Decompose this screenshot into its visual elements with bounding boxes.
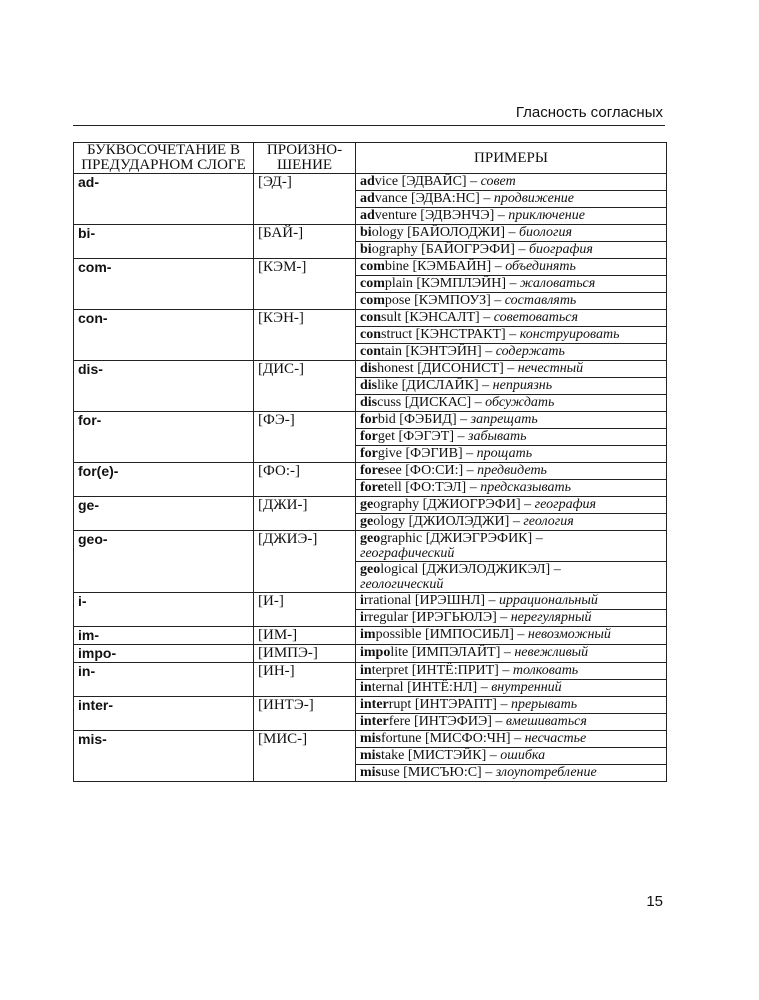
example-stem: i	[360, 593, 364, 608]
example-stem: fore	[360, 463, 384, 478]
example-cell	[356, 242, 667, 259]
example-word-rest: ternal	[371, 680, 404, 695]
table-row	[74, 310, 667, 327]
prefix-cell: dis-	[74, 361, 254, 412]
example-transcription: [ИРЭГЬЮЛЭ]	[411, 610, 497, 625]
pronunciation-cell: [ДИС-]	[254, 361, 356, 412]
example-cell	[356, 714, 667, 731]
example-transcription: [ФЭГЭТ]	[398, 429, 455, 444]
example-meaning: толковать	[512, 663, 579, 678]
pronunciation-cell: [ЭД-]	[254, 174, 356, 225]
example-meaning: геологический	[360, 577, 444, 592]
example-cell	[356, 627, 667, 645]
example-meaning: жаловаться	[519, 276, 596, 291]
example-meaning: конструировать	[519, 327, 620, 342]
example-dash: –	[479, 191, 494, 206]
example-word-rest: like	[377, 378, 399, 393]
example-cell	[356, 276, 667, 293]
example-word-rest: ology	[371, 225, 404, 240]
example-word-rest: lite	[390, 645, 409, 660]
page-number: 15	[646, 893, 663, 910]
example-cell	[356, 748, 667, 765]
table-row	[74, 645, 667, 663]
example-dash: –	[478, 378, 493, 393]
example-stem: for	[360, 429, 378, 444]
example-transcription: [БАЙОЛОДЖИ]	[407, 225, 506, 240]
example-cell	[356, 191, 667, 208]
pronunciation-cell: [МИС-]	[254, 731, 356, 782]
example-transcription: [ФЭГИВ]	[405, 446, 463, 461]
example-meaning: внутренний	[491, 680, 562, 695]
example-dash: –	[481, 765, 496, 780]
example-word-rest: struct	[381, 327, 413, 342]
example-cell	[356, 663, 667, 680]
example-dash: –	[520, 497, 535, 512]
pronunciation-cell: [ИМПЭ-]	[254, 645, 356, 663]
example-transcription: [ДЖИЭЛОДЖИКЭЛ]	[421, 562, 551, 577]
prefix-pronunciation-table	[73, 142, 667, 782]
pronunciation-cell: [КЭМ-]	[254, 259, 356, 310]
example-word-rest: bid	[377, 412, 396, 427]
table-row	[74, 225, 667, 242]
example-stem: ad	[360, 191, 375, 206]
example-word-rest: ography	[371, 242, 418, 257]
example-transcription: [МИСФО:ЧН]	[424, 731, 511, 746]
prefix-cell: mis-	[74, 731, 254, 782]
column-header-pronunciation: ПРОИЗНО-ШЕНИЕ	[254, 143, 356, 174]
table-row	[74, 412, 667, 429]
example-meaning: советоваться	[493, 310, 578, 325]
example-cell	[356, 680, 667, 697]
example-dash: –	[481, 344, 496, 359]
example-meaning: обсуждать	[485, 395, 555, 410]
example-meaning: иррациональный	[499, 593, 598, 608]
example-stem: con	[360, 310, 381, 325]
pronunciation-cell: [ДЖИ-]	[254, 497, 356, 531]
example-word-rest: rrational	[363, 593, 412, 608]
example-meaning: предвидеть	[477, 463, 547, 478]
example-dash: –	[505, 225, 520, 240]
example-meaning: нечестный	[517, 361, 584, 376]
example-word-rest: honest	[377, 361, 414, 376]
example-meaning: объединять	[505, 259, 576, 274]
table-row	[74, 627, 667, 645]
example-stem: im	[360, 627, 376, 642]
prefix-cell: in-	[74, 663, 254, 697]
example-dash: –	[494, 208, 509, 223]
table-header-row	[74, 143, 667, 174]
example-meaning: содержать	[495, 344, 565, 359]
example-cell	[356, 293, 667, 310]
pronunciation-cell: [ИН-]	[254, 663, 356, 697]
example-cell	[356, 731, 667, 748]
example-meaning: несчастье	[524, 731, 587, 746]
example-word-rest: rregular	[363, 610, 409, 625]
example-transcription: [КЭНСТРАКТ]	[415, 327, 506, 342]
example-stem: mis	[360, 731, 381, 746]
example-cell	[356, 225, 667, 242]
example-transcription: [КЭНСАЛТ]	[404, 310, 480, 325]
example-word-rest: venture	[374, 208, 417, 223]
prefix-cell: con-	[74, 310, 254, 361]
pronunciation-cell: [КЭН-]	[254, 310, 356, 361]
example-stem: inter	[360, 697, 389, 712]
example-dash: –	[491, 259, 506, 274]
example-dash: –	[454, 429, 469, 444]
example-stem: bi	[360, 242, 372, 257]
example-transcription: [ФО:СИ:]	[405, 463, 464, 478]
example-stem: com	[360, 293, 385, 308]
example-transcription: [КЭНТЭЙН]	[405, 344, 482, 359]
prefix-cell: ad-	[74, 174, 254, 225]
example-cell	[356, 259, 667, 276]
example-stem: com	[360, 276, 385, 291]
example-stem: fore	[360, 480, 384, 495]
example-word-rest: vice	[374, 174, 399, 189]
example-cell	[356, 593, 667, 610]
example-word-rest: fere	[388, 714, 411, 729]
example-word-rest: bine	[384, 259, 409, 274]
example-cell	[356, 174, 667, 191]
example-transcription: [ФЭБИД]	[399, 412, 457, 427]
example-stem: impo	[360, 645, 391, 660]
example-dash: –	[466, 174, 481, 189]
example-stem: in	[360, 663, 372, 678]
table-body	[74, 174, 667, 782]
table-row	[74, 361, 667, 378]
table-row	[74, 697, 667, 714]
example-dash: –	[514, 242, 529, 257]
table-row	[74, 531, 667, 562]
example-dash: –	[471, 395, 486, 410]
example-meaning: злоупотребление	[495, 765, 597, 780]
example-transcription: [ДИСКАС]	[404, 395, 472, 410]
example-meaning: невозможный	[527, 627, 611, 642]
example-dash: –	[479, 310, 494, 325]
example-stem: mis	[360, 765, 381, 780]
table-row	[74, 259, 667, 276]
example-word-rest: possible	[375, 627, 422, 642]
example-transcription: [ИНТЁ:НЛ]	[407, 680, 478, 695]
example-word-rest: vance	[374, 191, 408, 206]
table-row	[74, 663, 667, 680]
example-stem: com	[360, 259, 385, 274]
example-cell	[356, 412, 667, 429]
example-dash: –	[550, 562, 561, 577]
example-meaning: вмешиваться	[505, 714, 587, 729]
example-meaning: геология	[523, 514, 574, 529]
example-stem: inter	[360, 714, 389, 729]
example-stem: con	[360, 344, 381, 359]
prefix-cell: com-	[74, 259, 254, 310]
table-row	[74, 497, 667, 514]
example-stem: dis	[360, 378, 378, 393]
prefix-cell: impo-	[74, 645, 254, 663]
table-row	[74, 731, 667, 748]
example-transcription: [ФО:ТЭЛ]	[405, 480, 467, 495]
example-transcription: [ДИСЛАЙК]	[401, 378, 479, 393]
example-transcription: [ДЖИОГРЭФИ]	[422, 497, 521, 512]
example-word-rest: use	[381, 765, 400, 780]
example-transcription: [ДИСОНИСТ]	[417, 361, 504, 376]
example-cell	[356, 446, 667, 463]
example-meaning: география	[534, 497, 597, 512]
prefix-cell: bi-	[74, 225, 254, 259]
example-stem: ge	[360, 514, 374, 529]
example-dash: –	[498, 663, 513, 678]
example-word-rest: graphic	[380, 531, 423, 546]
example-meaning: биология	[519, 225, 572, 240]
example-meaning: прощать	[476, 446, 533, 461]
pronunciation-cell: [И-]	[254, 593, 356, 627]
example-cell	[356, 344, 667, 361]
example-word-rest: sult	[381, 310, 402, 325]
example-cell	[356, 514, 667, 531]
example-stem: ad	[360, 208, 375, 223]
example-meaning: забывать	[468, 429, 527, 444]
example-transcription: [БАЙОГРЭФИ]	[421, 242, 515, 257]
example-stem: con	[360, 327, 381, 342]
example-meaning: продвижение	[493, 191, 574, 206]
example-word-rest: terpret	[371, 663, 409, 678]
example-dash: –	[513, 627, 528, 642]
example-dash: –	[496, 697, 511, 712]
example-dash: –	[503, 361, 518, 376]
example-dash: –	[510, 731, 525, 746]
example-cell	[356, 208, 667, 225]
example-meaning: приключение	[508, 208, 585, 223]
example-cell	[356, 327, 667, 344]
prefix-cell: inter-	[74, 697, 254, 731]
example-stem: mis	[360, 748, 381, 763]
example-word-rest: plain	[384, 276, 413, 291]
example-word-rest: take	[381, 748, 405, 763]
example-transcription: [ИМПОСИБЛ]	[424, 627, 514, 642]
example-meaning: биография	[528, 242, 593, 257]
pronunciation-cell: [ИМ-]	[254, 627, 356, 645]
pronunciation-cell: [ФО:-]	[254, 463, 356, 497]
running-header: Гласность согласных	[515, 104, 663, 121]
example-stem: ge	[360, 497, 374, 512]
example-stem: i	[360, 610, 364, 625]
example-cell	[356, 395, 667, 412]
pronunciation-cell: [ИНТЭ-]	[254, 697, 356, 731]
example-transcription: [ЭДВЭНЧЭ]	[420, 208, 495, 223]
example-word-rest: logical	[380, 562, 419, 577]
example-cell	[356, 562, 667, 593]
example-meaning: составлять	[504, 293, 577, 308]
example-meaning: неприязнь	[492, 378, 553, 393]
pronunciation-cell: [ДЖИЭ-]	[254, 531, 356, 593]
example-word-rest: rupt	[388, 697, 412, 712]
example-dash: –	[500, 645, 515, 660]
example-stem: ad	[360, 174, 375, 189]
example-word-rest: tain	[381, 344, 402, 359]
example-transcription: [МИСТЭЙК]	[407, 748, 487, 763]
example-dash: –	[456, 412, 471, 427]
example-cell	[356, 480, 667, 497]
example-transcription: [ЭДВА:НС]	[410, 191, 480, 206]
example-transcription: [ИНТЭФИЭ]	[414, 714, 492, 729]
example-dash: –	[485, 593, 500, 608]
example-stem: bi	[360, 225, 372, 240]
example-meaning: совет	[480, 174, 516, 189]
example-word-rest: cuss	[377, 395, 402, 410]
example-cell	[356, 610, 667, 627]
example-word-rest: ology	[373, 514, 406, 529]
example-meaning: предсказывать	[480, 480, 571, 495]
prefix-cell: for(e)-	[74, 463, 254, 497]
example-meaning: нерегулярный	[510, 610, 592, 625]
example-meaning: ошибка	[500, 748, 546, 763]
pronunciation-cell: [ФЭ-]	[254, 412, 356, 463]
table-row	[74, 593, 667, 610]
example-stem: dis	[360, 361, 378, 376]
prefix-cell: im-	[74, 627, 254, 645]
pronunciation-cell: [БАЙ-]	[254, 225, 356, 259]
example-dash: –	[466, 480, 481, 495]
example-stem: geo	[360, 531, 381, 546]
prefix-cell: ge-	[74, 497, 254, 531]
example-word-rest: ography	[373, 497, 420, 512]
prefix-cell: i-	[74, 593, 254, 627]
example-transcription: [КЭМБАЙН]	[412, 259, 492, 274]
example-cell	[356, 697, 667, 714]
example-dash: –	[496, 610, 511, 625]
example-cell	[356, 645, 667, 663]
example-cell	[356, 429, 667, 446]
example-meaning: запрещать	[470, 412, 538, 427]
example-transcription: [ДЖИОЛЭДЖИ]	[408, 514, 510, 529]
example-transcription: [КЭМПОУЗ]	[414, 293, 491, 308]
example-transcription: [ИРЭШНЛ]	[414, 593, 486, 608]
example-word-rest: see	[383, 463, 402, 478]
example-transcription: [ИНТЭРАПТ]	[414, 697, 497, 712]
example-dash: –	[477, 680, 492, 695]
example-transcription: [МИСЪЮ:С]	[403, 765, 482, 780]
column-header-examples: ПРИМЕРЫ	[356, 143, 667, 174]
table-row	[74, 174, 667, 191]
example-meaning: невежливый	[514, 645, 589, 660]
prefix-cell: geo-	[74, 531, 254, 593]
example-dash: –	[486, 748, 501, 763]
example-meaning: прерывать	[510, 697, 578, 712]
example-meaning: географический	[360, 546, 455, 561]
example-cell	[356, 378, 667, 395]
example-cell	[356, 765, 667, 782]
example-dash: –	[532, 531, 543, 546]
example-cell	[356, 531, 667, 562]
header-rule	[73, 125, 665, 126]
example-dash: –	[490, 293, 505, 308]
example-word-rest: give	[377, 446, 402, 461]
table-row	[74, 463, 667, 480]
example-dash: –	[505, 327, 520, 342]
example-transcription: [ИМПЭЛАЙТ]	[411, 645, 501, 660]
example-stem: in	[360, 680, 372, 695]
example-dash: –	[491, 714, 506, 729]
example-dash: –	[505, 276, 520, 291]
example-transcription: [ЭДВАЙС]	[401, 174, 467, 189]
example-stem: for	[360, 412, 378, 427]
example-stem: geo	[360, 562, 381, 577]
example-dash: –	[462, 446, 477, 461]
example-stem: for	[360, 446, 378, 461]
example-dash: –	[463, 463, 478, 478]
example-transcription: [КЭМПЛЭЙН]	[416, 276, 506, 291]
example-cell	[356, 310, 667, 327]
example-word-rest: get	[377, 429, 395, 444]
example-transcription: [ДЖИЭГРЭФИК]	[425, 531, 533, 546]
example-stem: dis	[360, 395, 378, 410]
prefix-cell: for-	[74, 412, 254, 463]
column-header-letters: БУКВОСОЧЕТАНИЕ В ПРЕДУДАРНОМ СЛОГЕ	[74, 143, 254, 174]
example-cell	[356, 497, 667, 514]
example-word-rest: fortune	[381, 731, 422, 746]
example-cell	[356, 463, 667, 480]
example-word-rest: tell	[383, 480, 402, 495]
example-cell	[356, 361, 667, 378]
example-word-rest: pose	[384, 293, 411, 308]
example-dash: –	[509, 514, 524, 529]
example-transcription: [ИНТЁ:ПРИТ]	[411, 663, 499, 678]
